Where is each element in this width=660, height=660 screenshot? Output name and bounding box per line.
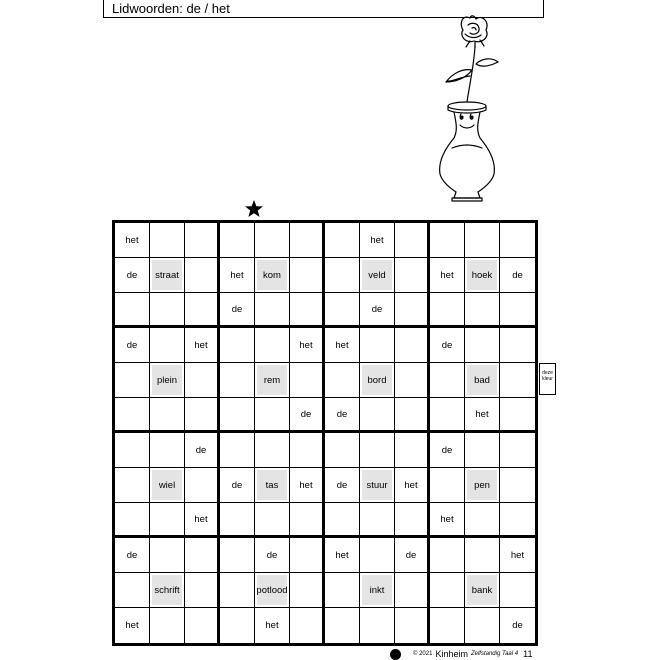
grid-cell xyxy=(430,398,465,433)
grid-center-cell xyxy=(465,363,500,398)
noun-word: potlood xyxy=(256,584,288,596)
shaded-cell-box xyxy=(362,260,392,290)
grid-cell xyxy=(465,608,500,643)
shaded-cell-box xyxy=(257,575,287,605)
grid-cell xyxy=(255,538,290,573)
grid-cell xyxy=(185,503,220,538)
grid-cell xyxy=(325,363,360,398)
grid-cell xyxy=(500,503,535,538)
article-word: de xyxy=(371,303,383,315)
page-footer xyxy=(390,648,532,660)
grid-cell xyxy=(430,258,465,293)
article-word: het xyxy=(510,549,525,561)
shaded-cell-box xyxy=(467,470,497,500)
article-word: het xyxy=(194,339,208,351)
grid-cell xyxy=(325,573,360,608)
article-word: de xyxy=(512,620,523,631)
noun-word: tas xyxy=(265,479,279,491)
grid-cell xyxy=(290,293,325,328)
grid-cell xyxy=(185,223,220,258)
grid-center-cell xyxy=(255,363,290,398)
grid-cell xyxy=(290,468,325,503)
grid-cell xyxy=(290,363,325,398)
grid-cell xyxy=(360,433,395,468)
grid-cell xyxy=(220,503,255,538)
grid-cell xyxy=(430,608,465,643)
grid-cell xyxy=(430,468,465,503)
grid-cell xyxy=(500,573,535,608)
article-word: het xyxy=(440,513,454,525)
grid-cell xyxy=(185,258,220,293)
grid-cell xyxy=(220,398,255,433)
grid-center-cell xyxy=(465,258,500,293)
article-word: het xyxy=(299,479,313,491)
grid-cell xyxy=(395,363,430,398)
grid-cell xyxy=(360,608,395,643)
grid-cell xyxy=(115,503,150,538)
shaded-cell-box xyxy=(467,260,497,290)
grid-cell xyxy=(430,293,465,328)
shaded-cell-box xyxy=(257,470,287,500)
grid-cell xyxy=(500,223,535,258)
grid-center-cell xyxy=(360,468,395,503)
grid-cell xyxy=(290,608,325,643)
grid-center-cell xyxy=(360,258,395,293)
grid-cell xyxy=(150,293,185,328)
grid-cell xyxy=(185,328,220,363)
grid-cell xyxy=(325,328,360,363)
noun-word: bad xyxy=(474,374,490,386)
grid-cell xyxy=(360,503,395,538)
article-word: de xyxy=(512,269,523,281)
grid-cell xyxy=(290,328,325,363)
shaded-cell-box xyxy=(152,575,182,605)
shaded-cell-box xyxy=(362,365,392,395)
noun-word: stuur xyxy=(366,479,388,491)
grid-center-cell xyxy=(255,573,290,608)
grid-cell xyxy=(185,433,220,468)
grid-cell xyxy=(290,503,325,538)
noun-word: pen xyxy=(474,479,490,491)
grid-center-cell xyxy=(150,573,185,608)
page-title: Lidwoorden: de / het xyxy=(112,1,230,16)
grid-cell xyxy=(115,363,150,398)
noun-word: veld xyxy=(368,269,386,281)
sudoku-grid xyxy=(112,220,538,646)
noun-word: rem xyxy=(263,374,281,386)
grid-cell xyxy=(395,258,430,293)
grid-cell xyxy=(115,433,150,468)
grid-center-cell xyxy=(150,468,185,503)
grid-cell xyxy=(150,398,185,433)
grid-cell xyxy=(150,608,185,643)
grid-cell xyxy=(395,503,430,538)
grid-cell xyxy=(325,608,360,643)
grid-cell xyxy=(115,258,150,293)
grid-cell xyxy=(220,608,255,643)
grid-cell xyxy=(325,468,360,503)
grid-cell xyxy=(115,608,150,643)
grid-cell xyxy=(220,538,255,573)
grid-cell xyxy=(290,258,325,293)
article-word: de xyxy=(231,479,243,491)
article-word: de xyxy=(441,444,453,456)
article-word: het xyxy=(125,620,139,631)
color-key-note: deze kleur xyxy=(539,363,556,395)
grid-cell xyxy=(290,398,325,433)
grid-cell xyxy=(395,328,430,363)
grid-cell xyxy=(430,223,465,258)
grid-center-cell xyxy=(360,573,395,608)
grid-cell xyxy=(185,398,220,433)
grid-cell xyxy=(430,538,465,573)
article-word: het xyxy=(265,620,279,631)
grid-cell xyxy=(465,293,500,328)
grid-cell xyxy=(395,433,430,468)
grid-cell xyxy=(255,328,290,363)
grid-cell xyxy=(500,293,535,328)
copyright-text: © 2021 xyxy=(413,651,433,657)
article-word: de xyxy=(126,269,138,281)
grid-cell xyxy=(395,538,430,573)
shaded-cell-box xyxy=(152,260,182,290)
grid-cell xyxy=(360,328,395,363)
shaded-cell-box xyxy=(257,260,287,290)
article-word: het xyxy=(404,479,418,491)
grid-cell xyxy=(115,293,150,328)
grid-cell xyxy=(220,363,255,398)
grid-cell xyxy=(360,293,395,328)
grid-cell xyxy=(290,538,325,573)
grid-cell xyxy=(115,538,150,573)
grid-cell xyxy=(325,538,360,573)
grid-cell xyxy=(430,363,465,398)
article-word: het xyxy=(370,234,384,246)
article-word: de xyxy=(266,549,278,561)
article-word: de xyxy=(405,549,417,561)
grid-cell xyxy=(220,328,255,363)
grid-cell xyxy=(325,293,360,328)
article-word: het xyxy=(194,513,208,525)
grid-cell xyxy=(430,573,465,608)
grid-cell xyxy=(430,433,465,468)
star-icon xyxy=(244,199,264,219)
grid-cell xyxy=(465,223,500,258)
article-word: het xyxy=(299,339,313,351)
grid-cell xyxy=(500,258,535,293)
grid-cell xyxy=(430,328,465,363)
grid-cell xyxy=(185,293,220,328)
grid-center-cell xyxy=(150,363,185,398)
grid-cell xyxy=(185,363,220,398)
shaded-cell-box xyxy=(152,365,182,395)
grid-cell xyxy=(220,573,255,608)
noun-word: bord xyxy=(367,374,387,386)
grid-center-cell xyxy=(465,468,500,503)
grid-cell xyxy=(465,503,500,538)
grid-cell xyxy=(325,258,360,293)
noun-word: hoek xyxy=(471,269,493,281)
grid-cell xyxy=(220,258,255,293)
noun-word: inkt xyxy=(369,584,385,596)
article-word: de xyxy=(336,408,348,420)
noun-word: plein xyxy=(156,374,178,386)
shaded-cell-box xyxy=(362,575,392,605)
grid-cell xyxy=(500,433,535,468)
article-word: de xyxy=(195,444,207,456)
page-number: 11 xyxy=(523,649,533,659)
article-word: de xyxy=(300,408,312,420)
grid-cell xyxy=(500,608,535,643)
grid-center-cell xyxy=(465,573,500,608)
grid-cell xyxy=(395,608,430,643)
article-word: de xyxy=(231,303,243,315)
series-name: Zelfstandig Taal 4 xyxy=(470,651,519,657)
grid-cell xyxy=(465,328,500,363)
noun-word: schrift xyxy=(154,584,180,596)
grid-center-cell xyxy=(255,258,290,293)
grid-cell xyxy=(500,363,535,398)
grid-cell xyxy=(115,468,150,503)
grid-cell xyxy=(255,223,290,258)
grid-cell xyxy=(290,433,325,468)
grid-cell xyxy=(150,503,185,538)
grid-cell xyxy=(115,328,150,363)
article-word: het xyxy=(335,339,349,351)
article-word: het xyxy=(125,234,139,246)
grid-cell xyxy=(500,398,535,433)
article-word: de xyxy=(336,479,348,491)
grid-center-cell xyxy=(255,468,290,503)
grid-cell xyxy=(325,503,360,538)
grid-cell xyxy=(255,398,290,433)
grid-cell xyxy=(115,398,150,433)
grid-cell xyxy=(500,468,535,503)
article-word: het xyxy=(335,549,349,561)
publisher-name: Kinheim xyxy=(435,649,468,659)
grid-cell xyxy=(150,433,185,468)
grid-cell xyxy=(150,223,185,258)
grid-cell xyxy=(255,293,290,328)
shaded-cell-box xyxy=(467,365,497,395)
grid-cell xyxy=(220,293,255,328)
article-word: het xyxy=(475,408,489,420)
article-word: de xyxy=(441,339,453,351)
grid-cell xyxy=(465,538,500,573)
grid-cell xyxy=(290,223,325,258)
shaded-cell-box xyxy=(467,575,497,605)
rose-vase-illustration xyxy=(432,10,502,205)
grid-cell xyxy=(360,398,395,433)
noun-word: kom xyxy=(263,269,281,281)
grid-center-cell xyxy=(150,258,185,293)
grid-cell xyxy=(360,223,395,258)
grid-cell xyxy=(395,223,430,258)
grid-cell xyxy=(360,538,395,573)
grid-cell xyxy=(220,468,255,503)
grid-cell xyxy=(465,398,500,433)
grid-cell xyxy=(465,433,500,468)
article-word: de xyxy=(126,549,138,561)
grid-cell xyxy=(430,503,465,538)
bullet-dot-icon xyxy=(390,649,401,660)
grid-cell xyxy=(255,503,290,538)
shaded-cell-box xyxy=(152,470,182,500)
grid-cell xyxy=(395,398,430,433)
article-word: het xyxy=(230,269,244,281)
article-word: het xyxy=(440,269,454,281)
grid-cell xyxy=(325,223,360,258)
grid-cell xyxy=(395,468,430,503)
shaded-cell-box xyxy=(257,365,287,395)
noun-word: bank xyxy=(471,584,493,596)
grid-cell xyxy=(290,573,325,608)
shaded-cell-box xyxy=(362,470,392,500)
grid-cell xyxy=(115,573,150,608)
grid-cell xyxy=(185,468,220,503)
grid-cell xyxy=(255,608,290,643)
grid-cell xyxy=(220,223,255,258)
grid-cell xyxy=(395,573,430,608)
grid-cell xyxy=(150,538,185,573)
grid-center-cell xyxy=(360,363,395,398)
grid-cell xyxy=(185,538,220,573)
grid-cell xyxy=(500,328,535,363)
grid-cell xyxy=(220,433,255,468)
grid-cell xyxy=(185,608,220,643)
grid-cell xyxy=(325,433,360,468)
article-word: de xyxy=(126,339,138,351)
grid-cell xyxy=(150,328,185,363)
grid-cell xyxy=(325,398,360,433)
noun-word: wiel xyxy=(158,479,176,491)
grid-cell xyxy=(255,433,290,468)
grid-cell xyxy=(500,538,535,573)
noun-word: straat xyxy=(155,269,179,281)
grid-cell xyxy=(185,573,220,608)
grid-cell xyxy=(395,293,430,328)
grid-cell xyxy=(115,223,150,258)
